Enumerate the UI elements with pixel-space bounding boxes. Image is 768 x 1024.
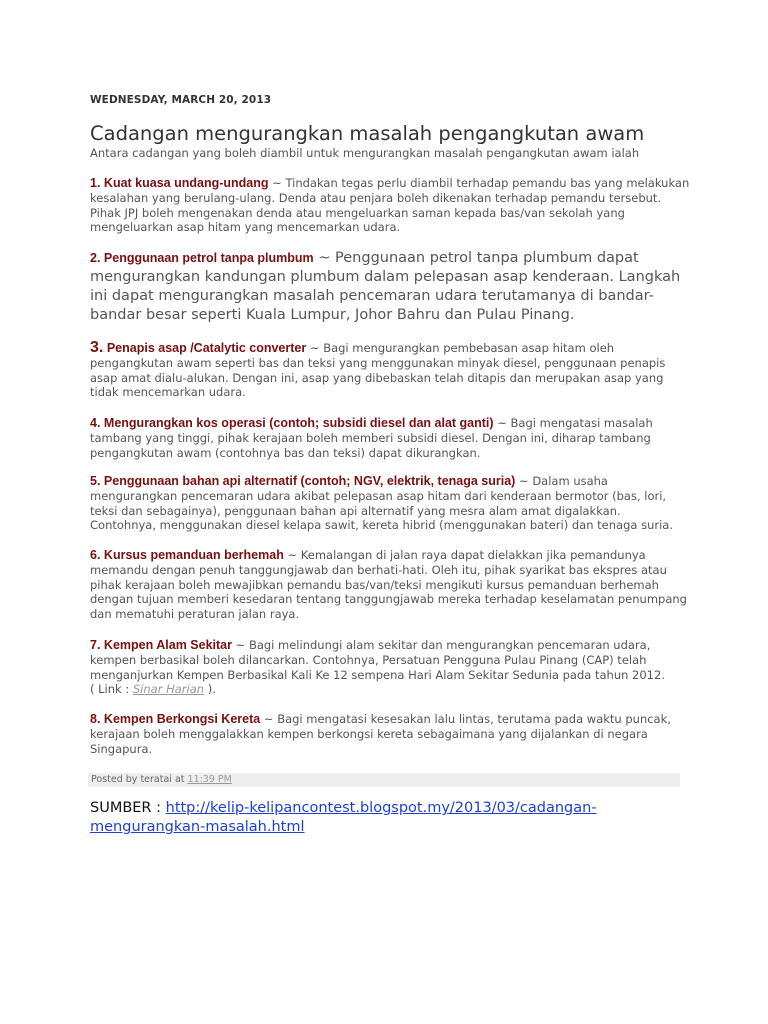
item-body: Bagi melindungi alam sekitar dan mengurangkan pencemaran udara, kempen berbasikal boleh dilancarkan. Contohnya, Persatuan Pengguna Pulau Pinang (CAP) telah menganjurkan Kempen Berbasikal Kali Ke 12 sempena Hari Alam Sekitar Sedunia pada tahun 2012.	[90, 638, 665, 682]
list-item: 4. Mengurangkan kos operasi (contoh; subsidi diesel dan alat ganti) ~ Bagi mengatasi masalah tambang yang tinggi, pihak kerajaan boleh memberi subsidi diesel. Dengan ini, diharap tambang pengangkutan awam (contohnya bas dan teksi) dapat dikurangkan.	[90, 416, 653, 460]
item-body: Kemalangan di jalan raya dapat dielakkan jika pemandunya memandu dengan penuh tanggungjawab dan berhati-hati. Oleh itu, pihak syarikat bas ekspres atau pihak kerajaan boleh mewajibkan pemandu bas/van/teksi mengikuti kursus pemanduan berhemah dengan tujuan memberi kesedaran tentang tanggungjawab mereka terhadap keselamatan penumpang dan mematuhi peraturan jalan raya.	[90, 548, 687, 622]
source-line	[90, 799, 650, 837]
list-item: 1. Kuat kuasa undang-undang ~ Tindakan tegas perlu diambil terhadap pemandu bas yang melakukan kesalahan yang berulang-ulang. Denda atau penjara boleh dikenakan terhadap pemandu tersebut. Pihak JPJ boleh mengenakan denda atau mengeluarkan saman kepada bas/van sekolah yang mengeluarkan asap hitam yang mencemarkan udara.	[90, 176, 690, 235]
source-url-link[interactable]: http://kelip-kelipancontest.blogspot.my/2013/03/cadangan-mengurangkan-masalah.html	[90, 800, 597, 835]
post-title: Cadangan mengurangkan masalah pengangkutan awam	[90, 122, 645, 145]
item-body: Bagi mengurangkan pembebasan asap hitam oleh pengangkutan awam seperti bas dan teksi yang menggunakan minyak diesel, penggunaan penapis asap amat dialu-alukan. Dengan ini, asap yang dibebaskan telah ditapis dan merupakan asap yang tidak mencemarkan udara.	[90, 341, 666, 400]
list-item: 2. Penggunaan petrol tanpa plumbum ~ Penggunaan petrol tanpa plumbum dapat mengurangkan kandungan plumbum dalam pelepasan asap kenderaan. Langkah ini dapat mengurangkan masalah pencemaran udara terutamanya di bandar-bandar besar seperti Kuala Lumpur, Johor Bahru dan Pulau Pinang.	[90, 250, 681, 323]
item-heading: 6. Kursus pemanduan berhemah	[90, 548, 284, 562]
item-heading: 5. Penggunaan bahan api alternatif (contoh; NGV, elektrik, tenaga suria)	[90, 474, 516, 488]
list-item: 3. Penapis asap /Catalytic converter ~ Bagi mengurangkan pembebasan asap hitam oleh pengangkutan awam seperti bas dan teksi yang menggunakan minyak diesel, penggunaan penapis asap amat dialu-alukan. Dengan ini, asap yang dibebaskan telah ditapis dan merupakan asap yang tidak mencemarkan udara.	[90, 339, 666, 400]
item-heading: 8. Kempen Berkongsi Kereta	[90, 712, 261, 726]
list-item: 5. Penggunaan bahan api alternatif (contoh; NGV, elektrik, tenaga suria) ~ Dalam usaha mengurangkan pencemaran udara akibat pelepasan asap hitam dari kenderaan bermotor (bas, lori, teksi dan sebagainya), penggunaan bahan api alternatif yang mesra alam amat digalakkan. Contohnya, menggunakan diesel kelapa sawit, kereta hibrid (menggunakan bateri) dan tenaga suria.	[90, 474, 673, 533]
item-body: Bagi mengatasi masalah tambang yang tinggi, pihak kerajaan boleh memberi subsidi diesel. Dengan ini, diharap tambang pengangkutan awam (contohnya bas dan teksi) dapat dikurangkan.	[90, 416, 653, 460]
source-label: SUMBER :	[90, 800, 166, 816]
item-heading: 4. Mengurangkan kos operasi (contoh; subsidi diesel dan alat ganti)	[90, 416, 494, 430]
list-item: 7. Kempen Alam Sekitar ~ Bagi melindungi alam sekitar dan mengurangkan pencemaran udara, kempen berbasikal boleh dilancarkan. Contohnya, Persatuan Pengguna Pulau Pinang (CAP) telah menganjurkan Kempen Berbasikal Kali Ke 12 sempena Hari Alam Sekitar Sedunia pada tahun 2012. ( Link : Sinar Harian ).	[90, 638, 665, 697]
item-body: Penggunaan petrol tanpa plumbum dapat mengurangkan kandungan plumbum dalam pelepasan asap kenderaan. Langkah ini dapat mengurangkan masalah pencemaran udara terutamanya di bandar-bandar besar seperti Kuala Lumpur, Johor Bahru dan Pulau Pinang.	[90, 250, 681, 323]
item-heading: 2. Penggunaan petrol tanpa plumbum	[90, 251, 314, 265]
item-heading: 7. Kempen Alam Sekitar	[90, 638, 232, 652]
item-body: Bagi mengatasi kesesakan lalu lintas, terutama pada waktu puncak, kerajaan boleh menggalakkan kempen berkongsi kereta sebagaimana yang dijalankan di negara Singapura.	[90, 712, 671, 756]
posted-by: Posted by teratai at 11:39 PM	[91, 774, 232, 785]
post-date: WEDNESDAY, MARCH 20, 2013	[90, 94, 272, 106]
item-body: Dalam usaha mengurangkan pencemaran udara akibat pelepasan asap hitam dari kenderaan bermotor (bas, lori, teksi dan sebagainya), penggunaan bahan api alternatif yang mesra alam amat digalakkan. Contohnya, menggunakan diesel kelapa sawit, kereta hibrid (menggunakan bateri) dan tenaga suria.	[90, 474, 673, 533]
list-item: 8. Kempen Berkongsi Kereta ~ Bagi mengatasi kesesakan lalu lintas, terutama pada waktu puncak, kerajaan boleh menggalakkan kempen berkongsi kereta sebagaimana yang dijalankan di negara Singapura.	[90, 712, 671, 756]
list-item: 6. Kursus pemanduan berhemah ~ Kemalangan di jalan raya dapat dielakkan jika pemandunya memandu dengan penuh tanggungjawab dan berhati-hati. Oleh itu, pihak syarikat bas ekspres atau pihak kerajaan boleh mewajibkan pemandu bas/van/teksi mengikuti kursus pemanduan berhemah dengan tujuan memberi kesedaran tentang tanggungjawab mereka terhadap keselamatan penumpang dan mematuhi peraturan jalan raya.	[90, 548, 687, 622]
item-heading: 3. Penapis asap /Catalytic converter	[90, 339, 307, 356]
item-body: Tindakan tegas perlu diambil terhadap pemandu bas yang melakukan kesalahan yang berulang-ulang. Denda atau penjara boleh dikenakan terhadap pemandu tersebut. Pihak JPJ boleh mengenakan denda atau mengeluarkan saman kepada bas/van sekolah yang mengeluarkan asap hitam yang mencemarkan udara.	[90, 176, 690, 235]
sinar-harian-link[interactable]: Sinar Harian	[132, 682, 205, 697]
item-heading: 1. Kuat kuasa undang-undang	[90, 176, 269, 190]
post-time-link[interactable]: 11:39 PM	[187, 774, 232, 785]
post-intro: Antara cadangan yang boleh diambil untuk mengurangkan masalah pengangkutan awam ialah	[90, 146, 640, 160]
